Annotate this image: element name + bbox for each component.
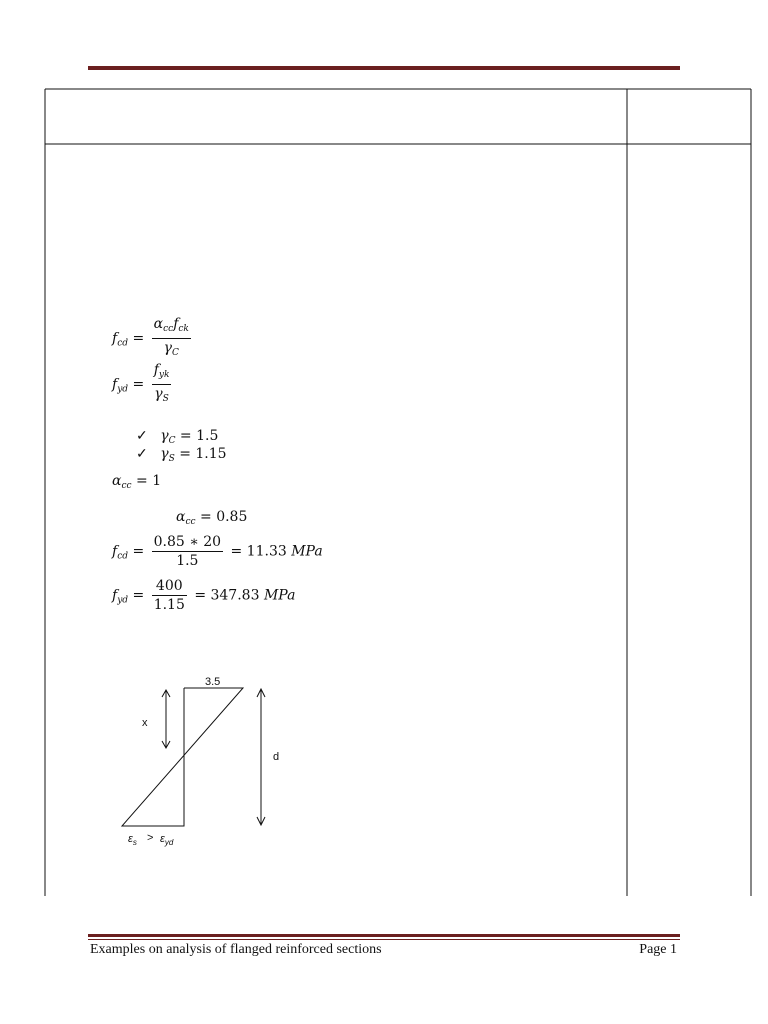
equation-fcd-value: $f_{cd}$ = $\frac{0.85 ∗ 20}{1.5}$ = 11.33 MPa	[112, 534, 323, 569]
check-item-gamma-c: ✓ $\gamma_C = 1.5$	[136, 428, 219, 446]
depth-d-label: d	[273, 751, 280, 763]
check-item-gamma-s: ✓ $\gamma_S = 1.15$	[136, 446, 227, 464]
equation-fyd-value: $f_{yd}$ = $\frac{400}{1.15}$ = 347.83 MPa	[112, 578, 296, 613]
footer-title: Examples on analysis of flanged reinforced sections	[90, 942, 382, 957]
equation-acc-one: $\alpha_{cc} = 1$	[112, 473, 162, 491]
strain-profile-outline	[122, 688, 243, 826]
equation-fyd-general: $f_{yd}$ = $\frac{f_{yk}}{\gamma_S}$	[112, 362, 170, 404]
equation-fcd-general: $f_{cd}$ = $\frac{\alpha_{cc}f_{ck}}{\gamma_C}$	[112, 316, 189, 358]
footer-page-number: Page 1	[639, 942, 677, 957]
top-strain-label: 3.5	[205, 676, 221, 688]
checkmark-icon: ✓	[136, 428, 148, 444]
effective-depth-arrow	[257, 689, 265, 825]
depth-x-label: x	[142, 717, 148, 729]
svg-text:εs: $\varepsilon_s$	[128, 833, 137, 847]
checkmark-icon: ✓	[136, 446, 148, 462]
equation-acc-085: $\alpha_{cc} = 0.85$	[176, 509, 248, 527]
svg-text:εyd: $\varepsilon_{yd}$	[160, 833, 174, 847]
steel-strain-label	[128, 832, 174, 847]
footer-rule-thin	[88, 939, 680, 940]
footer-rule-thick	[88, 934, 680, 937]
svg-text:>: >	[147, 832, 154, 844]
neutral-axis-depth-arrow	[162, 690, 170, 748]
